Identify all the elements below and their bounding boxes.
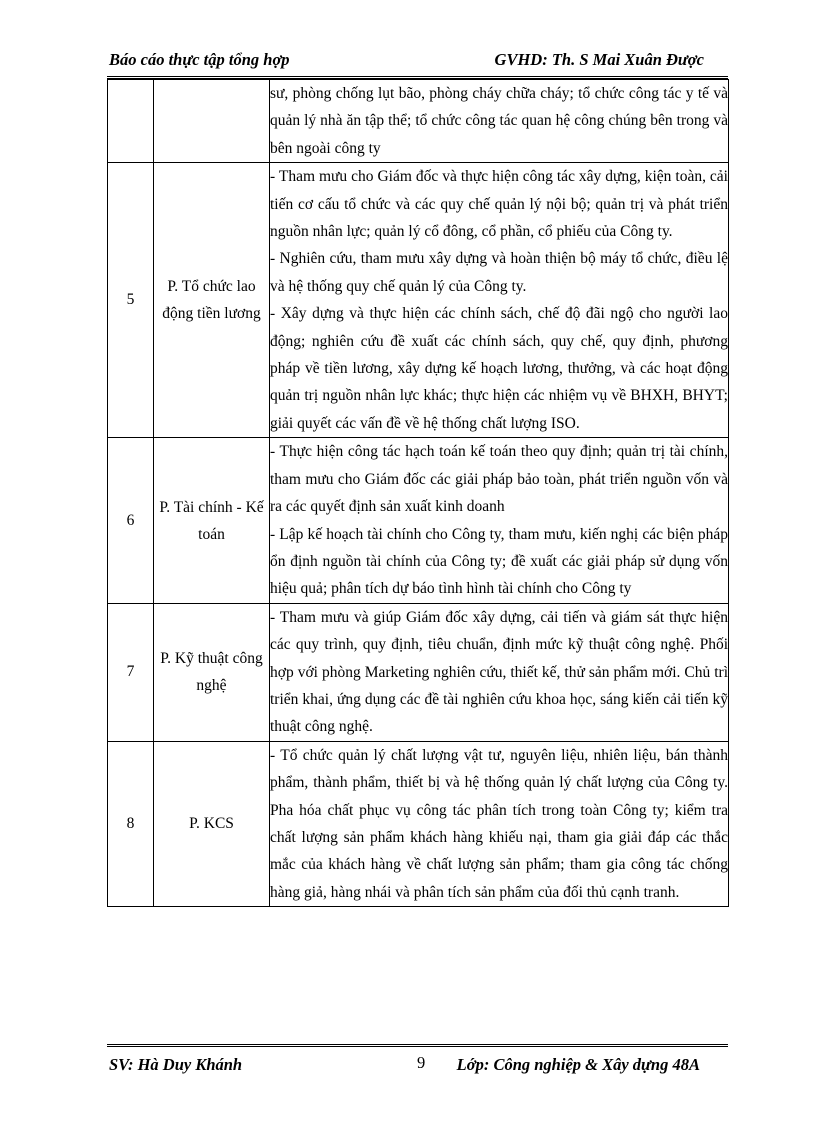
duty-paragraph: - Tham mưu cho Giám đốc và thực hiện công tác xây dựng, kiện toàn, cải tiến cơ cấu tổ chức và các quy chế quản lý nội bộ; quản trị và phát triển nguồn nhân lực; quản lý cổ đông, cổ phần, cổ phiếu của Công ty. [270, 168, 728, 241]
department-table [107, 79, 729, 907]
duty-paragraph: sư, phòng chống lụt bão, phòng cháy chữa cháy; tổ chức công tác y tế và quản lý nhà ăn tập thể; tổ chức công tác quan hệ công chúng bên trong và bên ngoài công ty [270, 85, 728, 157]
duty-paragraph: - Xây dựng và thực hiện các chính sách, chế độ đãi ngộ cho người lao động; nghiên cứu đề xuất các chính sách, quy chế, quy định, phương pháp về tiền lương, xây dựng kế hoạch lương, thưởng, và các hoạt động quản trị nguồn nhân lực khác; thực hiện các nhiệm vụ về BHXH, BHYT; giải quyết các vấn đề về hệ thống chất lượng ISO. [270, 305, 728, 432]
row-number-cell: 7 [108, 603, 154, 741]
row-number-cell: 5 [108, 163, 154, 438]
table-row [108, 163, 729, 438]
department-cell: P. Tài chính - Kế toán [154, 438, 270, 603]
duties-cell [270, 80, 729, 163]
duty-paragraph: - Tổ chức quản lý chất lượng vật tư, nguyên liệu, nhiên liệu, bán thành phẩm, thành phẩm, thiết bị và hệ thống quản lý chất lượng của Công ty. Pha hóa chất phục vụ công tác phân tích trong toàn Công ty; kiểm tra chất lượng sản phẩm khách hàng khiếu nại, tham gia giải đáp các thắc mắc của khách hàng về chất lượng sản phẩm; tham gia công tác chống hàng giả, hàng nhái và phân tích sản phẩm của đối thủ cạnh tranh. [270, 746, 728, 901]
table-row [108, 80, 729, 163]
duties-cell [270, 163, 729, 438]
department-cell: P. Kỹ thuật công nghệ [154, 603, 270, 741]
page-header [107, 50, 728, 79]
class-name: Lớp: Công nghiệp & Xây dựng 48A [456, 1055, 700, 1074]
department-cell [154, 80, 270, 163]
report-title: Báo cáo thực tập tổng hợp [109, 50, 290, 69]
table-row [108, 438, 729, 603]
row-number-cell: 6 [108, 438, 154, 603]
page-number: 9 [417, 1053, 426, 1072]
duty-paragraph: - Thực hiện công tác hạch toán kế toán theo quy định; quản trị tài chính, tham mưu cho Giám đốc các giải pháp bảo toàn, phát triển nguồn vốn và ra các quyết định sản xuất kinh doanh [270, 443, 728, 516]
student-name: SV: Hà Duy Khánh [109, 1055, 243, 1074]
department-cell: P. KCS [154, 741, 270, 906]
duties-cell [270, 741, 729, 906]
row-number-cell: 8 [108, 741, 154, 906]
duties-cell [270, 603, 729, 741]
duty-paragraph: - Lập kế hoạch tài chính cho Công ty, tham mưu, kiến nghị các biện pháp ổn định nguồn tài chính của Công ty; đề xuất các giải pháp sử dụng vốn hiệu quả; phân tích dự báo tình hình tài chính cho Công ty [270, 525, 728, 598]
duty-paragraph: - Tham mưu và giúp Giám đốc xây dựng, cải tiến và giám sát thực hiện các quy trình, quy định, tiêu chuẩn, định mức kỹ thuật công nghệ. Phối hợp với phòng Marketing nghiên cứu, thiết kế, thử sản phẩm mới. Chủ trì triển khai, ứng dụng các đề tài nghiên cứu khoa học, sáng kiến cải tiến kỹ thuật công nghệ. [270, 608, 728, 736]
table-row [108, 741, 729, 906]
duties-cell [270, 438, 729, 603]
page-footer [107, 1044, 728, 1077]
duty-paragraph: - Nghiên cứu, tham mưu xây dựng và hoàn thiện bộ máy tổ chức, điều lệ và hệ thống quy chế quản lý của Công ty. [270, 250, 728, 295]
supervisor-name: GVHD: Th. S Mai Xuân Được [494, 50, 704, 69]
row-number-cell [108, 80, 154, 163]
table-row [108, 603, 729, 741]
department-cell: P. Tổ chức lao động tiền lương [154, 163, 270, 438]
